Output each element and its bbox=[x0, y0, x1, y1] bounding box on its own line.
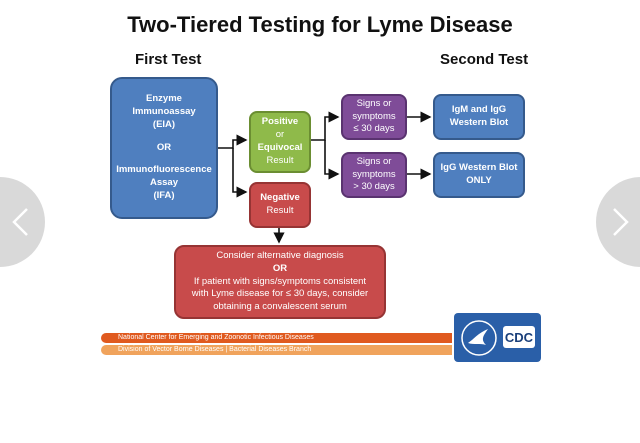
arrow-eia-to-positive bbox=[218, 140, 246, 148]
cdc-logo-text: CDC bbox=[503, 326, 535, 348]
footer-division-text: Division of Vector Borne Diseases | Bacterial Diseases Branch bbox=[118, 346, 312, 353]
eia-line: Immunoassay bbox=[132, 105, 196, 117]
alternative-line: obtaining a convalescent serum bbox=[213, 301, 347, 313]
arrow-positive-to-symptoms-le30 bbox=[311, 117, 338, 140]
symptoms-le30-box bbox=[341, 94, 407, 140]
diagram-title: Two-Tiered Testing for Lyme Disease bbox=[127, 12, 513, 37]
negative-line: Negative bbox=[260, 192, 300, 204]
hhs-eagle-icon bbox=[460, 319, 498, 357]
alternative-or: OR bbox=[272, 262, 288, 274]
positive-line: Equivocal bbox=[257, 142, 303, 153]
negative-line: Result bbox=[266, 205, 294, 216]
first-test-heading: First Test bbox=[135, 51, 202, 68]
igm-igg-western-blot-box bbox=[433, 94, 525, 140]
western-line: Western Blot bbox=[449, 117, 509, 128]
arrow-eia-to-negative bbox=[233, 148, 246, 192]
symptoms-gt30-box bbox=[341, 152, 407, 198]
alternative-line: If patient with signs/symptoms consistent bbox=[193, 275, 367, 287]
eia-line: (EIA) bbox=[152, 118, 176, 130]
symptoms-line: ≤ 30 days bbox=[353, 123, 395, 135]
igg-western-blot-only-box bbox=[433, 152, 525, 198]
arrow-positive-to-symptoms-gt30 bbox=[325, 140, 338, 174]
chevron-left-icon bbox=[9, 207, 31, 237]
positive-line: or bbox=[275, 129, 285, 141]
negative-result-box bbox=[249, 182, 311, 228]
symptoms-line: Signs or bbox=[356, 155, 392, 167]
positive-line: Result bbox=[266, 154, 294, 166]
footer-center-text: National Center for Emerging and Zoonotic Infectious Diseases bbox=[118, 334, 314, 341]
alternative-line: with Lyme disease for ≤ 30 days, consider bbox=[191, 288, 369, 300]
symptoms-line: > 30 days bbox=[353, 181, 395, 193]
symptoms-line: symptoms bbox=[352, 110, 396, 122]
chevron-right-icon bbox=[610, 207, 632, 237]
ifa-line: (IFA) bbox=[153, 190, 175, 202]
ifa-line: Assay bbox=[150, 177, 178, 189]
second-test-heading: Second Test bbox=[440, 51, 529, 68]
ifa-line: Immunofluorescence bbox=[116, 164, 212, 176]
eia-ifa-box bbox=[110, 77, 218, 219]
positive-result-box bbox=[249, 111, 311, 173]
western-line: ONLY bbox=[466, 175, 492, 186]
western-line: IgM and IgG bbox=[451, 104, 507, 116]
positive-line: Positive bbox=[261, 116, 299, 128]
western-line: IgG Western Blot bbox=[440, 162, 518, 174]
eia-line: Enzyme bbox=[146, 93, 182, 105]
alternative-diagnosis-box bbox=[174, 245, 386, 319]
symptoms-line: symptoms bbox=[352, 168, 396, 180]
symptoms-line: Signs or bbox=[356, 97, 392, 109]
eia-or: OR bbox=[156, 141, 172, 153]
alternative-line: Consider alternative diagnosis bbox=[216, 249, 344, 261]
